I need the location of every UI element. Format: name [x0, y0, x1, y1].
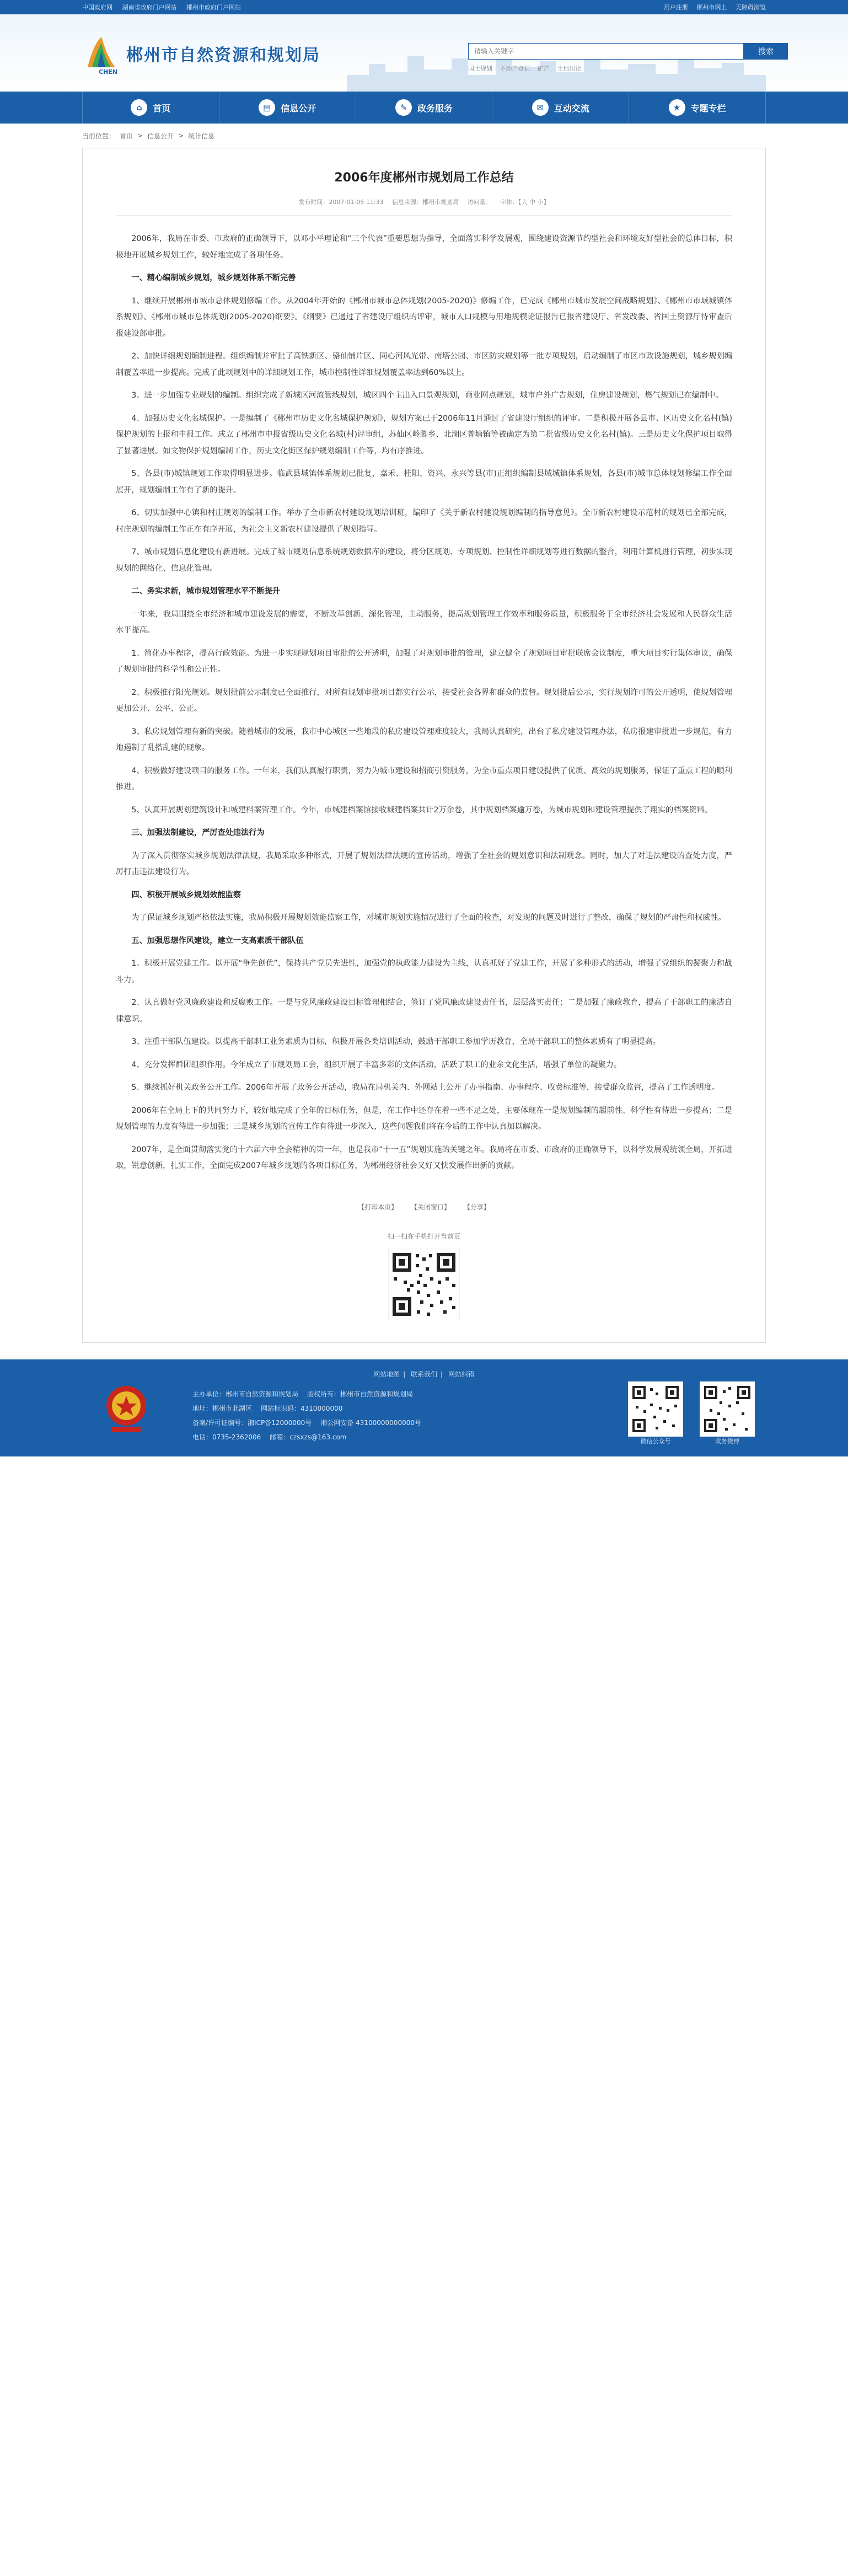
nav-item-topics[interactable]: [629, 92, 766, 124]
search-tag[interactable]: 矿产: [538, 65, 550, 72]
top-link[interactable]: 中国政府网: [82, 4, 112, 11]
visit-count: 访问量：: [467, 199, 492, 206]
article-paragraph: 4、充分发挥群团组织作用。今年成立了市规划局工会，组织开展了丰富多彩的文体活动，活跃了职工的业余文化生活，增强了单位的凝聚力。: [131, 1060, 622, 1069]
nav-item-label: 专题专栏: [690, 103, 726, 114]
search-button[interactable]: 搜索: [744, 43, 788, 60]
chat-icon: ✉: [532, 99, 549, 116]
article-paragraph: 3、私房规划管理有新的突破。随着城市的发展，我市中心城区一些地段的私房建设管理难度较大，我局认真研究，出台了私房建设管理办法，私房报建审批进一步规范，有力地遏制了乱搭乱建的现象。: [116, 727, 732, 752]
print-button[interactable]: 【打印本页】: [358, 1203, 398, 1211]
footer-copyright: 版权所有：郴州市自然资源和规划局: [307, 1390, 414, 1398]
footer-info: [192, 1387, 430, 1444]
footer-email: 邮箱：czsxzs@163.com: [270, 1433, 347, 1441]
share-button[interactable]: 【分享】: [463, 1203, 490, 1211]
article-meta: [116, 197, 732, 216]
footer-police-record[interactable]: 湘公网安备 43100000000000号: [320, 1418, 421, 1427]
home-icon: ⌂: [131, 99, 147, 116]
footer-qr-codes: [611, 1381, 755, 1445]
breadcrumb-item[interactable]: 信息公开: [147, 132, 174, 140]
article-paragraph: 3、进一步加强专业规划的编制。组织完成了新城区河流管线规划，城区四个主出入口景观规划，商业网点规划，城市户外广告规划，住房建设规划，燃气规划已在编制中。: [131, 391, 723, 400]
breadcrumb: [82, 124, 766, 148]
nav-item-interaction[interactable]: [492, 92, 629, 124]
article-paragraph: 5、各县(市)城镇规划工作取得明显进步。临武县城镇体系规划已批复，嘉禾、桂阳、资兴、永兴等县(市)正组织编制县域城镇体系规划，各县(市)城市总体规划修编工作全面展开，规划编制工作有了新的提升。: [116, 469, 732, 495]
article-paragraph: 一年来，我局围绕全市经济和城市建设发展的需要，不断改革创新，深化管理，主动服务，提高规划管理工作效率和服务质量，积极服务于全市经济社会发展和人民群众生活水平提高。: [116, 609, 732, 635]
breadcrumb-item[interactable]: 统计信息: [188, 132, 215, 140]
nav-item-label: 信息公开: [281, 103, 316, 114]
nav-item-label: 互动交流: [554, 103, 589, 114]
nav-item-home[interactable]: [82, 92, 219, 124]
section-heading: 五、加强思想作风建设，建立一支高素质干部队伍: [131, 936, 304, 945]
search-tag[interactable]: 国土规划: [468, 65, 492, 72]
service-icon: ✎: [395, 99, 412, 116]
article-paragraph: 为了保证城乡规划严格依法实施，我局积极开展规划效能监察工作，对城市规划实施情况进行了全面的检查，对发现的问题及时进行了整改，确保了规划的严肃性和权威性。: [131, 913, 726, 922]
wechat-qr: [628, 1381, 683, 1445]
top-bar: [0, 0, 848, 14]
qr-caption: 扫一扫在手机打开当前页: [387, 1232, 460, 1240]
weibo-qr-code-icon: [703, 1385, 752, 1433]
footer-link[interactable]: 网站地图: [373, 1370, 400, 1378]
nav-item-info-disclosure[interactable]: [219, 92, 356, 124]
main-nav: [0, 92, 848, 124]
article-paragraph: 3、注重干部队伍建设。以提高干部职工业务素质为目标，积极开展各类培训活动，鼓励干部职工参加学历教育，全局干部职工的整体素质有了明显提高。: [131, 1037, 661, 1046]
wechat-qr-code-icon: [631, 1385, 680, 1433]
nav-item-label: 首页: [153, 103, 171, 114]
search-tag[interactable]: 不动产登记: [500, 65, 530, 72]
nav-item-gov-service[interactable]: [356, 92, 493, 124]
article-paragraph: 7、城市规划信息化建设有新进展。完成了城市规划信息系统规划数据库的建设，将分区规划、专项规划、控制性详细规划等进行数据的整合，利用计算机进行管理，初步实现规划的网络化、信息化管理。: [116, 548, 732, 573]
article-paragraph: 2006年，我局在市委、市政府的正确领导下，以邓小平理论和“三个代表”重要思想为指导，全面落实科学发展观，围绕建设资源节约型社会和环境友好型社会的总体目标，积极地开展城乡规划工作，较好地完成了各项任务。: [116, 234, 732, 260]
footer-phone: 电话：0735-2362006: [192, 1433, 261, 1441]
article-paragraph: 5、继续抓好机关政务公开工作。2006年开展了政务公开活动，我局在局机关内、外网站上公开了办事指南、办事程序、收费标准等，接受群众监督，提高了工作透明度。: [131, 1083, 720, 1092]
article-paragraph: 1、积极开展党建工作。以开展“争先创优”，保持共产党员先进性，加强党的执政能力建设为主线，认真抓好了党建工作，开展了多种形式的活动，增强了党组织的凝聚力和战斗力。: [116, 959, 732, 984]
article-paragraph: 5、认真开展规划建筑设计和城建档案管理工作。今年，市城建档案馆接收城建档案共计2万余卷，其中规划档案逾万卷，为城市规划和建设管理提供了翔实的档案资料。: [131, 805, 713, 815]
top-right-links: [657, 3, 766, 12]
footer-address: 地址：郴州市北湖区: [192, 1404, 253, 1412]
section-heading: 一、精心编制城乡规划，城乡规划体系不断完善: [131, 274, 296, 282]
breadcrumb-separator: >: [178, 132, 184, 140]
article-paragraph: 2、加快详细规划编制进程。组织编制并审批了高铁新区、骆仙铺片区、同心河风光带、南塔公园、市区防灾规划等一批专项规划，启动编制了市区市政设施规划，城乡规划编制覆盖率进一步提高。完成了此项规划中的详细规划工作，城市控制性详细规划覆盖率达到60%以上。: [116, 352, 732, 377]
article-paragraph: 6、切实加强中心镇和村庄规划的编制工作。举办了全市新农村建设规划培训班，编印了《关于新农村建设规划编制的指导意见》。全市新农村建设示范村的规划已全部完成，村庄规划的编制工作正在有序开展，为社会主义新农村建设提供了规划指导。: [116, 508, 732, 534]
close-window-button[interactable]: 【关闭窗口】: [410, 1203, 450, 1211]
nav-item-label: 政务服务: [417, 103, 453, 114]
breadcrumb-item[interactable]: 首页: [120, 132, 133, 140]
search-tag[interactable]: 土地出让: [557, 65, 582, 72]
footer-site-code: 网站标识码：4310000000: [261, 1404, 343, 1412]
accessibility-link[interactable]: 无障碍浏览: [736, 4, 766, 11]
top-links: [82, 3, 249, 12]
article-paragraph: 2007年，是全面贯彻落实党的十六届六中全会精神的第一年，也是我市“十一五”规划实施的关键之年。我局将在市委、市政府的正确领导下，以科学发展观统领全局，开拓进取，锐意创新，扎实工作，全面完成2007年城乡规划的各项目标任务，为郴州经济社会又好又快发展作出新的贡献。: [116, 1145, 732, 1170]
section-heading: 二、务实求新，城市规划管理水平不断提升: [131, 587, 280, 596]
article-paragraph: 4、积极做好建设项目的服务工作。一年来，我们认真履行职责，努力为城市建设和招商引资服务，为全市重点项目建设提供了优质、高效的规划服务，保证了重点工程的顺利推进。: [116, 766, 732, 791]
article-tools: [116, 1202, 732, 1212]
article-paragraph: 2、认真做好党风廉政建设和反腐败工作。一是与党风廉政建设目标管理相结合，签订了党风廉政建设责任书，层层落实责任；二是加强了廉政教育，提高了干部职工的廉洁自律意识。: [116, 998, 732, 1024]
footer-host: 主办单位：郴州市自然资源和规划局: [192, 1390, 299, 1398]
qr-label: 微信公众号: [640, 1437, 671, 1445]
font-size-switcher[interactable]: 字体：【大 中 小】: [500, 199, 550, 206]
publish-time: 发布时间：2007-01-05 11:33: [298, 199, 384, 206]
search-input[interactable]: [468, 43, 744, 60]
weibo-qr: [700, 1381, 755, 1445]
logo-emblem-icon: [82, 34, 121, 73]
site-logo[interactable]: [82, 34, 320, 76]
article-paragraph: 2006年在全局上下的共同努力下，较好地完成了全年的目标任务，但是，在工作中还存在着一些不足之处，主要体现在一是规划编制的超前性、科学性有待进一步提高；二是规划管理的力度有待进一步加强；三是城乡规划的宣传工作有待进一步深入，这些问题我们将在今后的工作中认真加以解决。: [116, 1106, 732, 1131]
logo-subtitle: CHEN: [99, 68, 117, 76]
article-body: [116, 231, 732, 1175]
section-heading: 四、积极开展城乡规划效能监察: [131, 890, 241, 899]
breadcrumb-separator: >: [137, 132, 143, 140]
register-link[interactable]: 用户注册: [664, 4, 688, 11]
footer-link[interactable]: 联系我们: [410, 1370, 437, 1378]
section-heading: 三、加强法制建设，严厉查处违法行为: [131, 828, 265, 837]
document-icon: ▤: [259, 99, 275, 116]
article-paragraph: 2、积极推行阳光规划。规划批前公示制度已全面推行，对所有规划审批项目都实行公示，接受社会各界和群众的监督。规划批后公示，实行规划许可的公开透明，使规划管理更加公开、公平、公正。: [116, 688, 732, 713]
party-gov-badge-icon[interactable]: [104, 1384, 148, 1433]
login-link[interactable]: 郴州市网上: [696, 4, 727, 11]
footer-links: 网站地图 | 联系我们 | 网站纠错: [373, 1370, 475, 1378]
article-paragraph: 1、继续开展郴州市城市总体规划修编工作。从2004年开始的《郴州市城市总体规划(2005-2020)》修编工作，已完成《郴州市城市发展空间战略规划》、《郴州市市域城镇体系规划》、《郴州市城市总体规划(2005-2020)纲要》。《纲要》已通过了省建设厅组织的评审，城市人口规模与用地规模论证报告已报省建设厅、省发改委、省国土资源厅待审查后报建设部审批。: [116, 296, 732, 338]
search-area: [468, 43, 788, 73]
article-paragraph: 1、简化办事程序，提高行政效能。为进一步实现规划项目审批的公开透明，加强了对规划审批的管理，建立健全了规划项目审批联席会议制度，重大项目实行集体审议，确保了规划审批的科学性和公正性。: [116, 649, 732, 674]
topic-icon: ★: [669, 99, 685, 116]
article-paragraph: 为了深入贯彻落实城乡规划法律法规，我局采取多种形式，开展了规划法律法规的宣传活动，增强了全社会的规划意识和法制观念。同时，加大了对违法建设的查处力度，严厉打击违法建设行为。: [116, 851, 732, 876]
hot-search-tags: [468, 64, 788, 73]
breadcrumb-prefix: 当前位置：: [82, 132, 116, 140]
site-footer: [0, 1359, 848, 1456]
site-title: 郴州市自然资源和规划局: [126, 46, 320, 65]
qr-label: 政务微博: [715, 1437, 739, 1445]
article: [82, 148, 766, 1343]
page-qr-code-icon: [388, 1249, 460, 1320]
footer-icp[interactable]: 备案/许可证编号：湘ICP备12000000号: [192, 1418, 312, 1427]
footer-link[interactable]: 网站纠错: [448, 1370, 475, 1378]
article-paragraph: 4、加强历史文化名城保护。一是编制了《郴州市历史文化名城保护规划》，规划方案已于2006年11月通过了省建设厅组织的评审。二是积极开展各县市、区历史文化名村(镇)保护规划的上报和申报工作。成立了郴州市申报省级历史文化名城(村)评审组，苏仙区岭脚乡、北湖区普塘镇等被确定为第二批省级历史文化名村(镇)。三是历史文化保护项目取得了显著进展。如文物保护规划编制工作，历史文化街区保护规划编制工作等，均有序推进。: [116, 414, 732, 456]
top-link[interactable]: 湖南省政府门户网站: [122, 4, 177, 11]
info-source: 信息来源：郴州市规划局: [392, 199, 459, 206]
article-title: 2006年度郴州市规划局工作总结: [334, 171, 514, 185]
site-header: [0, 14, 848, 92]
top-link[interactable]: 郴州市政府门户网站: [186, 4, 241, 11]
